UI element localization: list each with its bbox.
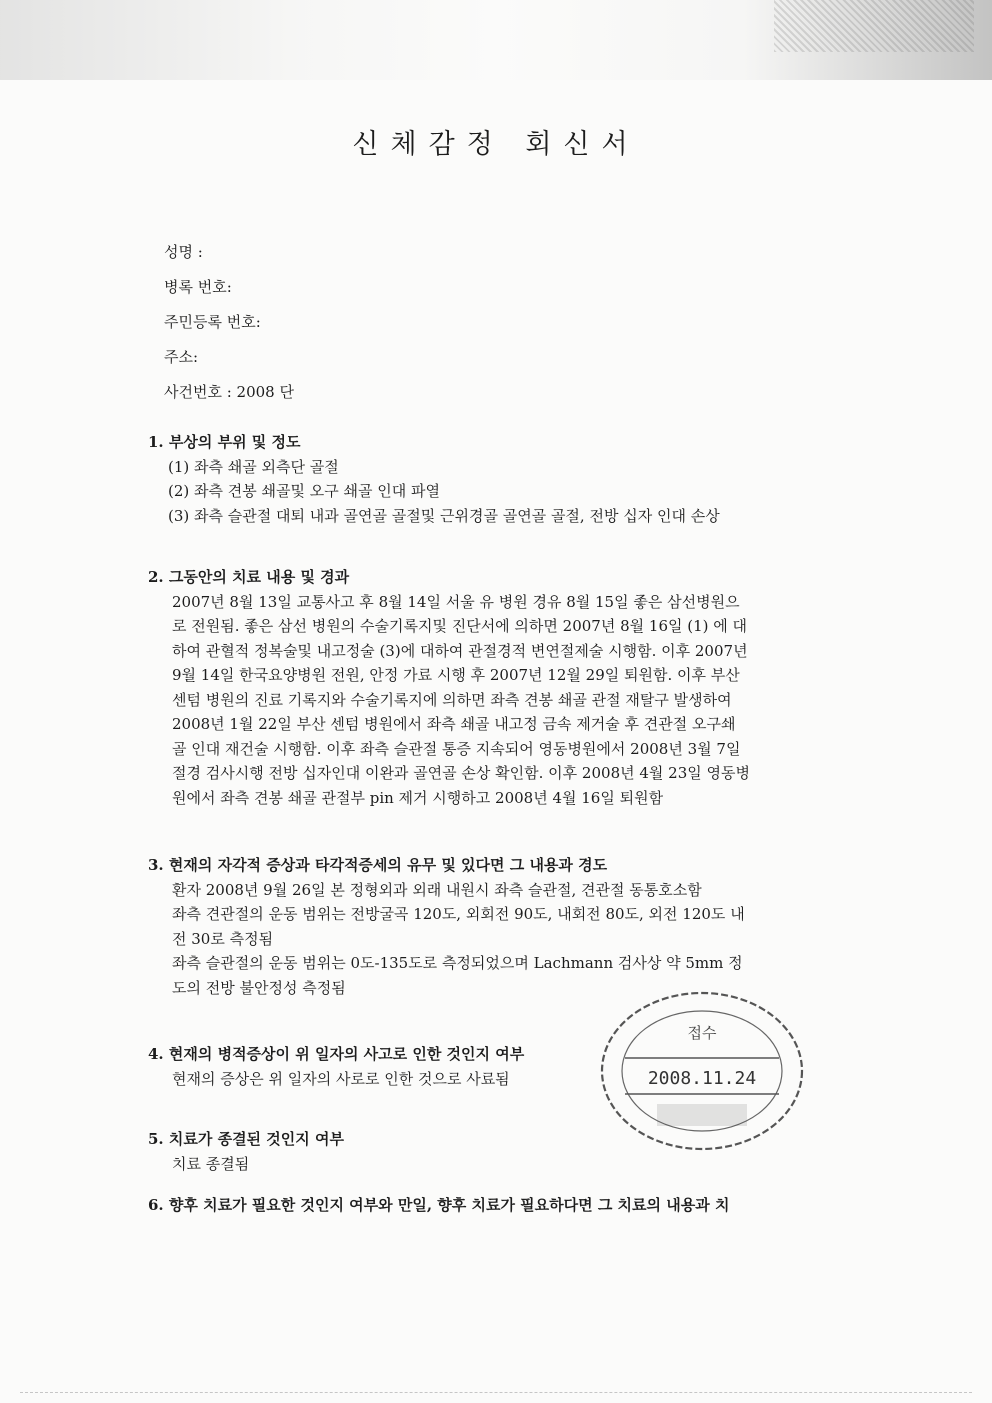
section-paragraph: [148, 590, 868, 811]
scan-noise-bottom: [20, 1392, 972, 1393]
section-paragraph: [148, 878, 868, 1001]
section-line: 하여 관혈적 정복술및 내고정술 (3)에 대하여 관절경적 변연절제술 시행함. 이후 2007년: [172, 641, 748, 660]
section-line: 좌측 견관절의 운동 범위는 전방굴곡 120도, 외회전 90도, 내회전 80도, 외전 120도 내: [172, 905, 745, 923]
section-line: 로 전원됨. 좋은 삼선 병원의 수술기록지및 진단서에 의하면 2007년 8월 16일 (1) 에 대: [172, 617, 748, 635]
section-line: 전 30로 측정됨: [172, 929, 274, 948]
section-line: 골 인대 재건술 시행함. 이후 좌측 슬관절 통증 지속되어 영동병원에서 2008년 3월 7일: [172, 739, 741, 758]
section-heading: 6. 향후 치료가 필요한 것인지 여부와 만일, 향후 치료가 필요하다면 그 치료의 내용과 치: [148, 1196, 730, 1214]
section-line: 도의 전방 불안정성 측정됨: [172, 978, 346, 997]
section-line: 치료 종결됨: [172, 1154, 250, 1173]
section-heading: 5. 치료가 종결된 것인지 여부: [148, 1130, 344, 1148]
section-line: (2) 좌측 견봉 쇄골및 오구 쇄골 인대 파열: [168, 482, 440, 500]
stamp-date: 2008.11.24: [647, 1068, 757, 1089]
section-line: 좌측 슬관절의 운동 범위는 0도-135도로 측정되었으며 Lachmann 검사상 약 5mm 정: [172, 954, 743, 972]
section-line: 2008년 1월 22일 부산 센텀 병원에서 좌측 쇄골 내고정 금속 제거술 후 견관절 오구쇄: [172, 715, 736, 733]
stamp-label: 접수: [687, 1024, 717, 1042]
section-heading: 4. 현재의 병적증상이 위 일자의 사고로 인한 것인지 여부: [148, 1045, 525, 1063]
section-heading: 2. 그동안의 치료 내용 및 경과: [148, 568, 350, 586]
section-line: 원에서 좌측 견봉 쇄골 관절부 pin 제거 시행하고 2008년 4월 16일 퇴원함: [172, 788, 664, 807]
section-line: 절경 검사시행 전방 십자인대 이완과 골연골 손상 확인함. 이후 2008년 4월 23일 영동병: [172, 764, 750, 782]
field-case-no: 사건번호 : 2008 단: [164, 383, 294, 401]
section-6: [148, 1193, 868, 1218]
field-record-no: 병록 번호:: [164, 278, 232, 296]
scan-noise-corner: [774, 0, 974, 52]
section-line: 9월 14일 한국요양병원 전원, 안정 가료 시행 후 2007년 12월 29일 퇴원함. 이후 부산: [172, 666, 740, 684]
document-title: 신체감정 회신서: [352, 129, 640, 160]
section-line: 현재의 증상은 위 일자의 사로로 인한 것으로 사료됨: [172, 1069, 510, 1088]
section-1: [148, 430, 868, 528]
received-stamp: [597, 988, 807, 1154]
section-line: 환자 2008년 9월 26일 본 정형외과 외래 내원시 좌측 슬관절, 견관절 동통호소함: [172, 880, 702, 899]
field-resident-no: 주민등록 번호:: [164, 313, 261, 331]
stamp-graphic: [597, 988, 807, 1154]
section-line: (1) 좌측 쇄골 외측단 골절: [168, 457, 339, 476]
field-address: 주소:: [164, 348, 199, 366]
field-name: 성명 :: [164, 243, 203, 261]
section-3: [148, 853, 868, 1000]
section-heading: 1. 부상의 부위 및 정도: [148, 433, 301, 451]
section-line: 2007년 8월 13일 교통사고 후 8월 14일 서울 유 병원 경유 8월 15일 좋은 삼선병원으: [172, 592, 740, 611]
section-line: 센텀 병원의 진료 기록지와 수술기록지에 의하면 좌측 견봉 쇄골 관절 재탈구 발생하여: [172, 690, 732, 709]
section-heading: 3. 현재의 자각적 증상과 타각적증세의 유무 및 있다면 그 내용과 경도: [148, 856, 608, 874]
section-2: [148, 565, 868, 810]
section-line: (3) 좌측 슬관절 대퇴 내과 골연골 골절및 근위경골 골연골 골절, 전방 십자 인대 손상: [168, 506, 720, 525]
